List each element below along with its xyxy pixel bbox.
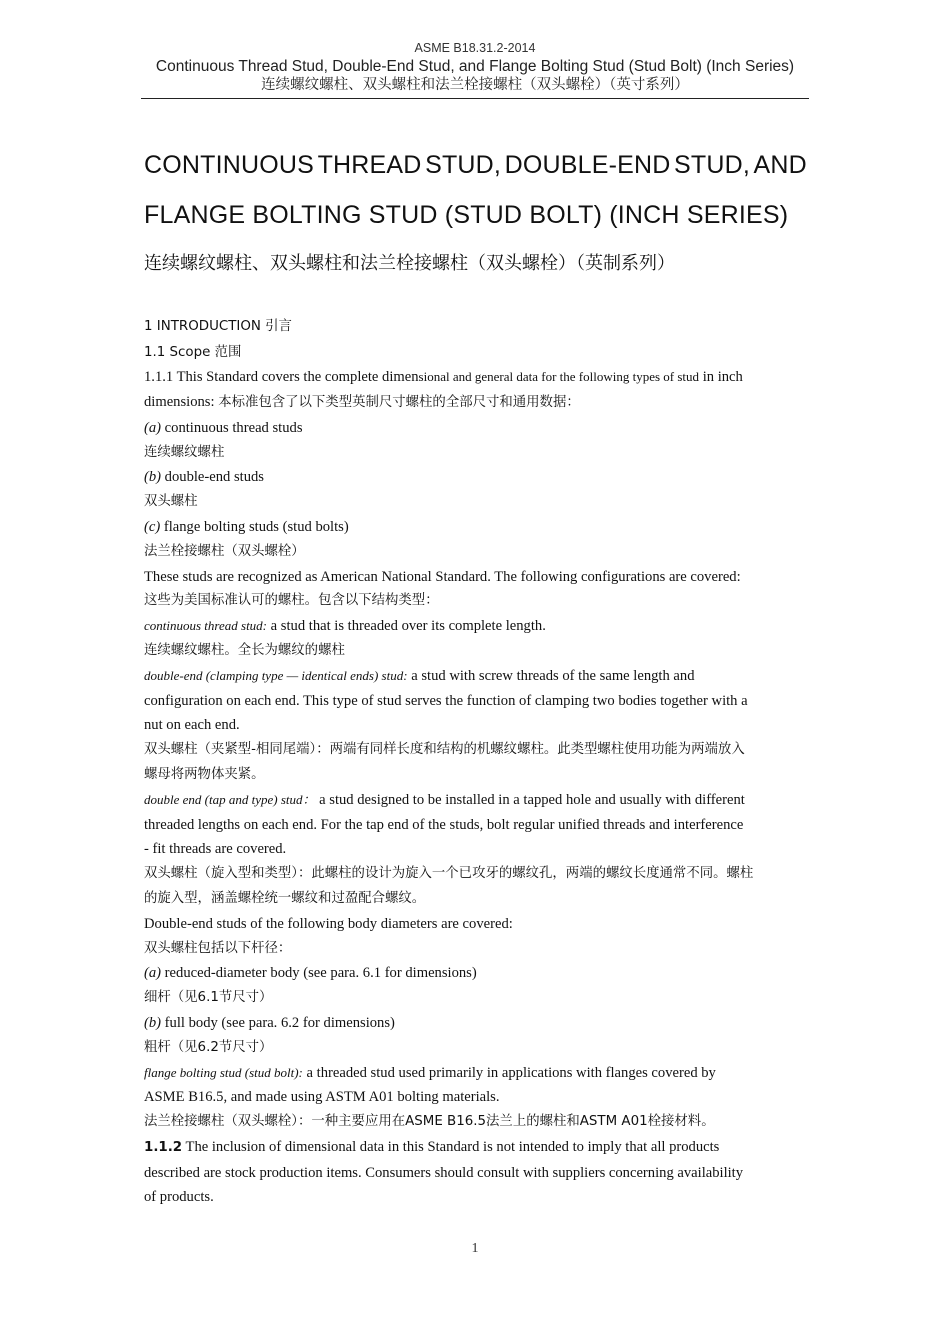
list-item-full-body-chinese: 粗杆（见6.2节尺寸） — [144, 1039, 273, 1055]
paragraph-recognized: These studs are recognized as American National Standard. The following configurations are covered: — [144, 568, 741, 585]
header-title-chinese: 连续螺纹螺柱、双头螺柱和法兰栓接螺柱（双头螺栓）（英寸系列） — [261, 77, 689, 93]
list-item-c-chinese: 法兰栓接螺柱（双头螺栓） — [144, 543, 305, 559]
list-item-a — [144, 416, 808, 441]
list-label: (a) — [144, 419, 162, 436]
title-word: DOUBLE-END — [504, 151, 671, 179]
text-line: - fit threads are covered. — [144, 841, 287, 858]
section-heading-scope: 1.1 Scope 范围 — [144, 344, 242, 360]
list-label: (b) — [144, 1014, 162, 1031]
definition-continuous-thread-stud-chinese: 连续螺纹螺柱。全长为螺纹的螺柱 — [144, 642, 345, 658]
definition-term: double end (tap and type) stud： — [144, 791, 316, 807]
text-span: flange bolting studs (stud bolts) — [160, 518, 349, 535]
paragraph-body-diameters-chinese: 双头螺柱包括以下杆径： — [144, 940, 292, 956]
list-item-reduced-diameter-chinese: 细杆（见6.1节尺寸） — [144, 990, 273, 1006]
text-span: a stud designed to be installed in a tapped hole and usually with different — [315, 791, 745, 808]
text-span: 1.1.1 This Standard covers the complete dimen — [144, 369, 419, 386]
text-line: configuration on each end. This type of stud serves the function of clamping two bodies together with a — [144, 692, 748, 709]
list-item-b — [144, 465, 808, 490]
definition-double-end-clamping — [144, 664, 808, 689]
text-span: full body (see para. 6.2 for dimensions) — [161, 1014, 395, 1031]
header-title-english: Continuous Thread Stud, Double-End Stud, and Flange Bolting Stud (Stud Bolt) (Inch Series) — [155, 58, 795, 75]
title-line-2: FLANGE BOLTING STUD (STUD BOLT) (INCH SERIES) — [144, 201, 789, 229]
title-word: CONTINUOUS — [144, 151, 315, 179]
list-item-a-chinese: 连续螺纹螺柱 — [144, 444, 225, 460]
text-line-chinese: 的旋入型，涵盖螺栓统一螺纹和过盈配合螺纹。 — [144, 890, 426, 906]
text-span: dimensions: — [144, 393, 219, 410]
document-title-chinese: 连续螺纹螺柱、双头螺柱和法兰栓接螺柱（双头螺栓）（英制系列） — [144, 253, 675, 274]
text-line: described are stock production items. Consumers should consult with suppliers concerning availability — [144, 1164, 744, 1181]
text-line: ASME B16.5, and made using ASTM A01 bolting materials. — [144, 1089, 500, 1106]
list-item-reduced-diameter — [144, 961, 808, 986]
paragraph-recognized-chinese: 这些为美国标准认可的螺柱。包含以下结构类型： — [144, 593, 439, 609]
definition-flange-bolting-stud — [144, 1061, 808, 1086]
definition-double-end-tap — [144, 788, 808, 813]
running-header — [141, 40, 809, 99]
text-span: double-end studs — [161, 469, 264, 486]
definition-flange-bolting-stud-chinese: 法兰栓接螺柱（双头螺栓）：一种主要应用在ASME B16.5法兰上的螺柱和ASTM A01栓接材料。 — [144, 1114, 715, 1130]
text-line-chinese: 螺母将两物体夹紧。 — [144, 766, 265, 782]
page-number: 1 — [471, 1241, 479, 1256]
document-body — [144, 314, 808, 1210]
paragraph-number: 1.1.2 — [144, 1139, 183, 1155]
title-line-1 — [144, 140, 807, 190]
section-heading-introduction: 1 INTRODUCTION 引言 — [144, 319, 292, 334]
list-label: (b) — [144, 469, 162, 486]
text-span: in inch — [699, 369, 743, 386]
definition-term: continuous thread stud: — [144, 618, 268, 634]
paragraph-1-1-2 — [144, 1135, 808, 1161]
definition-term: double-end (clamping type — identical ends) stud: — [144, 667, 408, 683]
text-span: sional and general data for the following types of stud — [418, 369, 700, 385]
text-line-chinese: 双头螺柱（旋入型和类型）：此螺柱的设计为旋入一个已攻牙的螺纹孔，两端的螺纹长度通常不同。螺柱 — [144, 866, 754, 882]
title-word: STUD, — [425, 151, 502, 179]
text-span: a threaded stud used primarily in applications with flanges covered by — [302, 1064, 716, 1081]
definition-continuous-thread-stud — [144, 614, 808, 639]
list-label: (a) — [144, 965, 162, 982]
list-item-b-chinese: 双头螺柱 — [144, 494, 198, 510]
title-word: AND — [753, 151, 807, 179]
title-word: STUD, — [674, 151, 751, 179]
text-span: continuous thread studs — [161, 419, 303, 436]
list-label: (c) — [144, 518, 161, 535]
text-span: reduced-diameter body (see para. 6.1 for dimensions) — [161, 965, 477, 982]
text-span: a stud with screw threads of the same length and — [407, 667, 695, 684]
text-line-chinese: 双头螺柱（夹紧型-相同尾端）：两端有同样长度和结构的机螺纹螺柱。此类型螺柱使用功能为两端放入 — [144, 742, 745, 758]
text-line: threaded lengths on each end. For the tap end of the studs, bolt regular unified threads and interference — [144, 816, 744, 833]
paragraph-1-1-1-cont — [144, 390, 808, 416]
header-standard-number: ASME B18.31.2-2014 — [414, 41, 536, 55]
text-span-chinese: 本标准包含了以下类型英制尺寸螺柱的全部尺寸和通用数据： — [218, 394, 580, 410]
definition-term: flange bolting stud (stud bolt): — [144, 1064, 303, 1080]
text-span: The inclusion of dimensional data in this Standard is not intended to imply that all products — [182, 1138, 720, 1155]
title-word: THREAD — [317, 151, 422, 179]
list-item-full-body — [144, 1011, 808, 1036]
list-item-c — [144, 515, 808, 540]
text-line: of products. — [144, 1189, 214, 1206]
text-line: nut on each end. — [144, 717, 240, 734]
paragraph-body-diameters: Double-end studs of the following body diameters are covered: — [144, 915, 513, 932]
text-span: a stud that is threaded over its complete length. — [267, 618, 546, 635]
paragraph-1-1-1 — [144, 365, 808, 390]
document-title — [144, 140, 807, 240]
